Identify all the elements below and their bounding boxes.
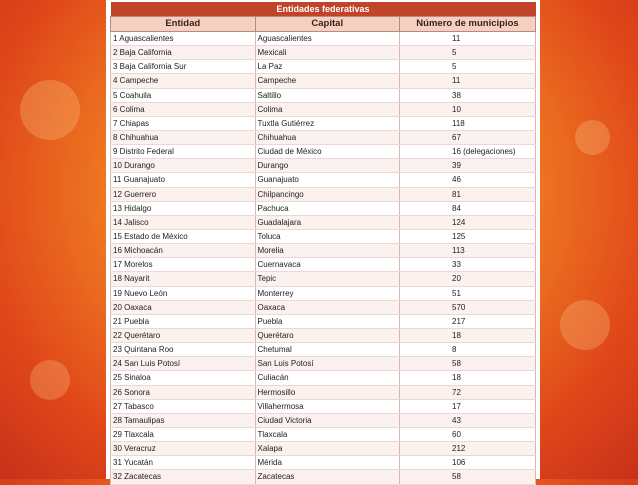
- table-row: [111, 60, 536, 74]
- cell-entidad: 16 Michoacán: [111, 244, 256, 258]
- cell-municipios: 212: [400, 442, 536, 456]
- table-body: [111, 32, 536, 485]
- table-row: [111, 343, 536, 357]
- table-row: [111, 272, 536, 286]
- cell-capital: San Luis Potosí: [255, 357, 400, 371]
- cell-municipios: 39: [400, 159, 536, 173]
- cell-entidad: 10 Durango: [111, 159, 256, 173]
- cell-entidad: 12 Guerrero: [111, 187, 256, 201]
- cell-municipios: 17: [400, 399, 536, 413]
- background-bokeh: [20, 80, 80, 140]
- cell-municipios: 11: [400, 32, 536, 46]
- cell-capital: Durango: [255, 159, 400, 173]
- table-row: [111, 314, 536, 328]
- table-header-row: [111, 17, 536, 32]
- cell-municipios: 43: [400, 413, 536, 427]
- cell-municipios: 118: [400, 116, 536, 130]
- table-row: [111, 258, 536, 272]
- cell-entidad: 6 Colima: [111, 102, 256, 116]
- table-row: [111, 88, 536, 102]
- cell-municipios: 33: [400, 258, 536, 272]
- cell-entidad: 18 Nayarit: [111, 272, 256, 286]
- table-row: [111, 215, 536, 229]
- cell-entidad: 8 Chihuahua: [111, 130, 256, 144]
- cell-municipios: 124: [400, 215, 536, 229]
- cell-capital: Tlaxcala: [255, 427, 400, 441]
- cell-entidad: 15 Estado de México: [111, 229, 256, 243]
- cell-municipios: 11: [400, 74, 536, 88]
- cell-entidad: 25 Sinaloa: [111, 371, 256, 385]
- cell-entidad: 30 Veracruz: [111, 442, 256, 456]
- table-row: [111, 328, 536, 342]
- header-entidad: Entidad: [111, 17, 256, 32]
- header-capital: Capital: [255, 17, 400, 32]
- cell-entidad: 24 San Luis Potosí: [111, 357, 256, 371]
- cell-capital: Mexicali: [255, 46, 400, 60]
- cell-entidad: 4 Campeche: [111, 74, 256, 88]
- cell-entidad: 31 Yucatán: [111, 456, 256, 470]
- cell-municipios: 106: [400, 456, 536, 470]
- cell-municipios: 58: [400, 470, 536, 484]
- cell-capital: Campeche: [255, 74, 400, 88]
- cell-entidad: 11 Guanajuato: [111, 173, 256, 187]
- cell-entidad: 7 Chiapas: [111, 116, 256, 130]
- cell-municipios: 20: [400, 272, 536, 286]
- cell-municipios: 51: [400, 286, 536, 300]
- cell-entidad: 13 Hidalgo: [111, 201, 256, 215]
- cell-capital: Oaxaca: [255, 300, 400, 314]
- cell-entidad: 1 Aguascalientes: [111, 32, 256, 46]
- table-row: [111, 187, 536, 201]
- cell-entidad: 29 Tlaxcala: [111, 427, 256, 441]
- background-bokeh: [30, 360, 70, 400]
- cell-municipios: 18: [400, 371, 536, 385]
- cell-municipios: 16 (delegaciones): [400, 145, 536, 159]
- cell-municipios: 10: [400, 102, 536, 116]
- cell-capital: Chihuahua: [255, 130, 400, 144]
- cell-capital: Tepic: [255, 272, 400, 286]
- cell-capital: Cuernavaca: [255, 258, 400, 272]
- table-title: Entidades federativas: [111, 2, 536, 17]
- cell-capital: Guadalajara: [255, 215, 400, 229]
- cell-capital: Monterrey: [255, 286, 400, 300]
- cell-capital: Ciudad Victoria: [255, 413, 400, 427]
- cell-municipios: 18: [400, 328, 536, 342]
- table-row: [111, 229, 536, 243]
- cell-capital: Toluca: [255, 229, 400, 243]
- cell-entidad: 20 Oaxaca: [111, 300, 256, 314]
- table-row: [111, 46, 536, 60]
- cell-entidad: 28 Tamaulipas: [111, 413, 256, 427]
- table-row: [111, 74, 536, 88]
- table-row: [111, 173, 536, 187]
- table-row: [111, 286, 536, 300]
- header-municipios: Número de municipios: [400, 17, 536, 32]
- cell-capital: Hermosillo: [255, 385, 400, 399]
- cell-municipios: 113: [400, 244, 536, 258]
- cell-municipios: 125: [400, 229, 536, 243]
- cell-capital: Querétaro: [255, 328, 400, 342]
- cell-entidad: 2 Baja California: [111, 46, 256, 60]
- cell-capital: Zacatecas: [255, 470, 400, 484]
- cell-capital: Saltillo: [255, 88, 400, 102]
- table-row: [111, 456, 536, 470]
- cell-municipios: 84: [400, 201, 536, 215]
- cell-entidad: 32 Zacatecas: [111, 470, 256, 484]
- table-row: [111, 385, 536, 399]
- cell-entidad: 14 Jalisco: [111, 215, 256, 229]
- table-row: [111, 413, 536, 427]
- cell-entidad: 21 Puebla: [111, 314, 256, 328]
- table-row: [111, 145, 536, 159]
- cell-entidad: 27 Tabasco: [111, 399, 256, 413]
- cell-capital: Ciudad de México: [255, 145, 400, 159]
- cell-municipios: 81: [400, 187, 536, 201]
- table-row: [111, 399, 536, 413]
- cell-entidad: 22 Querétaro: [111, 328, 256, 342]
- table-row: [111, 300, 536, 314]
- table-title-row: [111, 2, 536, 17]
- table-row: [111, 371, 536, 385]
- cell-capital: La Paz: [255, 60, 400, 74]
- states-table: [110, 2, 536, 485]
- cell-municipios: 58: [400, 357, 536, 371]
- table-row: [111, 32, 536, 46]
- cell-entidad: 23 Quintana Roo: [111, 343, 256, 357]
- table-row: [111, 130, 536, 144]
- cell-capital: Puebla: [255, 314, 400, 328]
- cell-municipios: 570: [400, 300, 536, 314]
- table-row: [111, 442, 536, 456]
- table-row: [111, 357, 536, 371]
- cell-municipios: 67: [400, 130, 536, 144]
- cell-capital: Xalapa: [255, 442, 400, 456]
- cell-capital: Mérida: [255, 456, 400, 470]
- background-bokeh: [575, 120, 610, 155]
- cell-municipios: 60: [400, 427, 536, 441]
- table-row: [111, 102, 536, 116]
- cell-entidad: 3 Baja California Sur: [111, 60, 256, 74]
- background-bokeh: [560, 300, 610, 350]
- cell-entidad: 17 Morelos: [111, 258, 256, 272]
- cell-capital: Guanajuato: [255, 173, 400, 187]
- cell-municipios: 5: [400, 60, 536, 74]
- cell-entidad: 19 Nuevo León: [111, 286, 256, 300]
- table-row: [111, 244, 536, 258]
- cell-capital: Morelia: [255, 244, 400, 258]
- table-row: [111, 470, 536, 484]
- cell-municipios: 217: [400, 314, 536, 328]
- cell-municipios: 5: [400, 46, 536, 60]
- cell-capital: Aguascalientes: [255, 32, 400, 46]
- cell-municipios: 72: [400, 385, 536, 399]
- cell-municipios: 8: [400, 343, 536, 357]
- cell-municipios: 38: [400, 88, 536, 102]
- cell-capital: Pachuca: [255, 201, 400, 215]
- cell-capital: Villahermosa: [255, 399, 400, 413]
- table-row: [111, 427, 536, 441]
- cell-entidad: 26 Sonora: [111, 385, 256, 399]
- table-sheet: [106, 0, 540, 482]
- cell-capital: Chilpancingo: [255, 187, 400, 201]
- cell-capital: Culiacán: [255, 371, 400, 385]
- table-row: [111, 116, 536, 130]
- cell-entidad: 5 Coahuila: [111, 88, 256, 102]
- cell-capital: Chetumal: [255, 343, 400, 357]
- cell-capital: Colima: [255, 102, 400, 116]
- cell-municipios: 46: [400, 173, 536, 187]
- table-row: [111, 159, 536, 173]
- table-row: [111, 201, 536, 215]
- cell-entidad: 9 Distrito Federal: [111, 145, 256, 159]
- cell-capital: Tuxtla Gutiérrez: [255, 116, 400, 130]
